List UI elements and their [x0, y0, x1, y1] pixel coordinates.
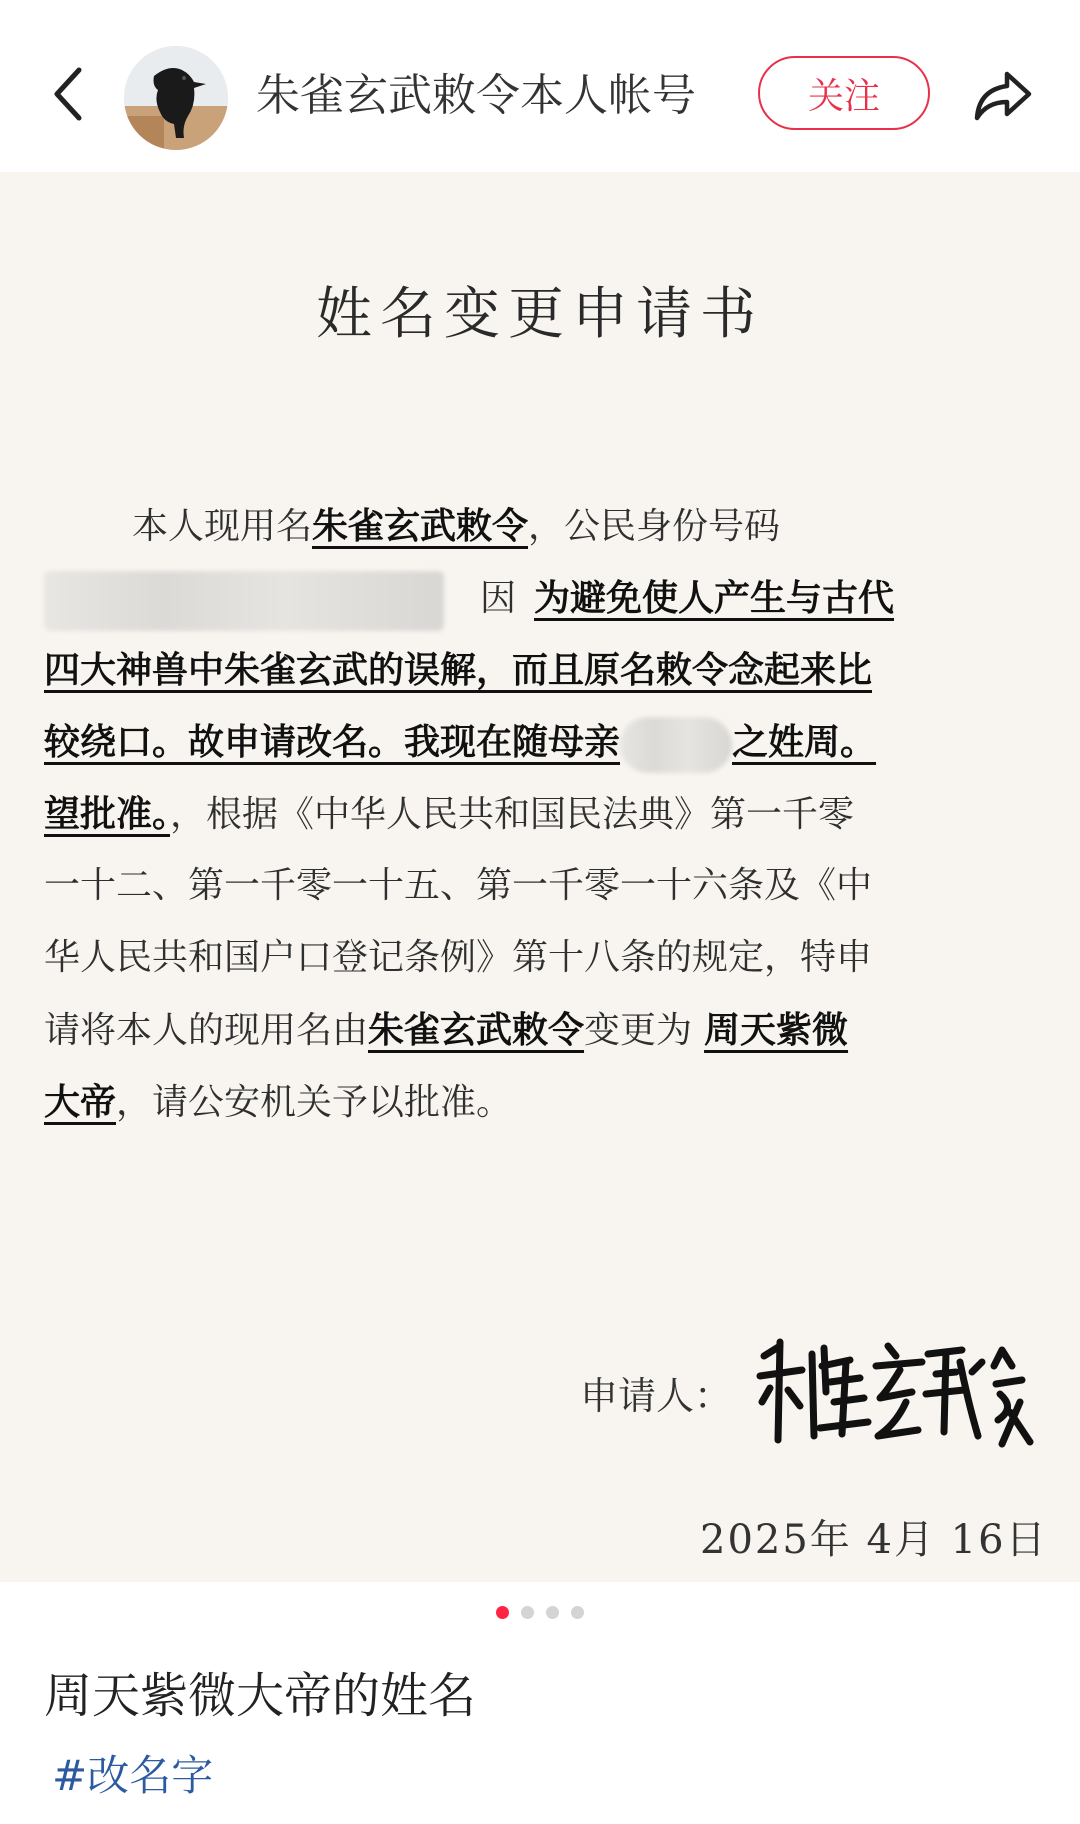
document-image[interactable]: [0, 172, 1080, 1582]
post-title: 周天紫微大帝的姓名: [44, 1668, 477, 1724]
avatar[interactable]: [124, 46, 228, 150]
hashtag-link[interactable]: #改名字: [52, 1751, 214, 1800]
document-line: [44, 778, 1034, 850]
document-text: 变更为: [584, 1010, 693, 1051]
document-text: ，公民身份号码: [528, 506, 781, 547]
chevron-left-icon: [51, 66, 85, 122]
share-button[interactable]: [964, 58, 1040, 134]
new-name: 大帝: [44, 1081, 117, 1123]
top-bar: [0, 0, 1080, 172]
document-date: 2025年 4月 16日: [700, 1517, 1048, 1563]
page-dot[interactable]: [521, 1606, 534, 1619]
handwritten-signature: [750, 1332, 1040, 1452]
document-text: 请将本人的现用名由: [44, 1010, 369, 1051]
document-text: 本人现用名: [132, 506, 313, 547]
reason-text: 较绕口。故申请改名。我现在随母亲: [44, 721, 621, 763]
document-line: [44, 1066, 1034, 1138]
signer-label: 申请人：: [580, 1373, 733, 1418]
account-name[interactable]: 朱雀玄武敕令本人帐号: [256, 70, 696, 121]
new-name: 周天紫微: [704, 1009, 849, 1051]
redacted-id-number: [44, 571, 444, 631]
current-name: 朱雀玄武敕令: [368, 1009, 585, 1051]
reason-text: 为避免使人产生与古代: [534, 577, 895, 619]
crow-avatar-image: [124, 46, 228, 150]
document-line: [44, 562, 1034, 634]
document-title: 姓名变更申请书: [316, 282, 764, 347]
reason-text: 望批准。: [44, 793, 171, 835]
current-name: 朱雀玄武敕令: [312, 505, 529, 547]
page-dot[interactable]: [546, 1606, 559, 1619]
document-line: [44, 706, 1034, 778]
signature-row: [580, 1332, 1040, 1452]
redacted-mother-name: [620, 717, 732, 773]
page-dot[interactable]: [571, 1606, 584, 1619]
document-text: ，请公安机关予以批准。: [116, 1082, 513, 1123]
document-text: ，根据《中华人民共和国民法典》第一千零: [170, 794, 855, 835]
document-body: [44, 490, 1034, 1138]
back-button[interactable]: [40, 56, 96, 132]
share-arrow-icon: [971, 68, 1033, 124]
reason-text: 四大神兽中朱雀玄武的误解，而且原名敕令念起来比: [44, 649, 873, 691]
document-text: 华人民共和国户口登记条例》第十八条的规定，特申: [44, 937, 873, 978]
document-text: 一十二、第一千零一十五、第一千零一十六条及《中: [44, 865, 873, 906]
document-text: 因: [480, 578, 517, 619]
page-dot-active[interactable]: [496, 1606, 509, 1619]
reason-text: 之姓周。: [732, 721, 877, 763]
document-line: [44, 490, 1034, 562]
document-line: [44, 634, 1034, 706]
image-pagination: [0, 1606, 1080, 1622]
document-line: [44, 922, 1034, 994]
document-line: [44, 850, 1034, 922]
follow-button[interactable]: 关注: [758, 56, 930, 130]
document-line: [44, 994, 1034, 1066]
